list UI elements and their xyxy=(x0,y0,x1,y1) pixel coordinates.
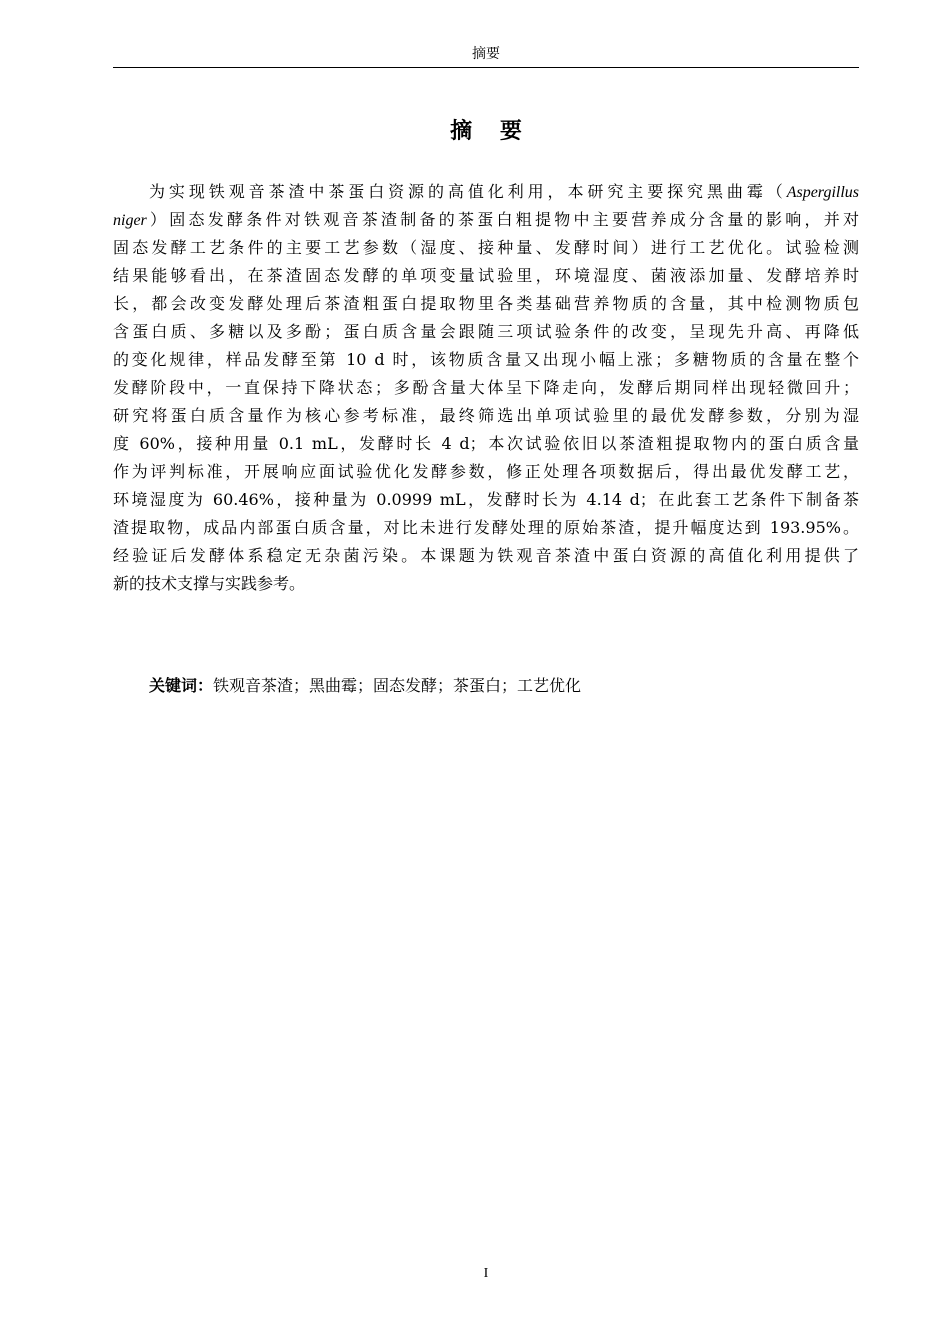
abstract-line: 固态发酵工艺条件的主要工艺参数（湿度、接种量、发酵时间）进行工艺优化。试验检测 xyxy=(113,238,859,257)
running-header: 摘要 xyxy=(472,46,500,62)
abstract-line: 研究将蛋白质含量作为核心参考标准，最终筛选出单项试验里的最优发酵参数，分别为湿 xyxy=(113,406,859,425)
keywords-label: 关键词： xyxy=(149,676,214,695)
abstract-line xyxy=(113,178,859,206)
abstract-line-text: ）固态发酵条件对铁观音茶渣制备的茶蛋白粗提物中主要营养成分含量的影响，并对 xyxy=(146,210,859,229)
abstract-title: 摘 要 xyxy=(450,119,532,144)
abstract-line: 环境湿度为 60.46%，接种量为 0.0999 mL，发酵时长为 4.14 d；在此套工艺条件下制备茶 xyxy=(113,490,859,509)
abstract-line: 度 60%，接种用量 0.1 mL，发酵时长 4 d；本次试验依旧以茶渣粗提取物内的蛋白质含量 xyxy=(113,434,859,453)
abstract-line-text: 为实现铁观音茶渣中茶蛋白资源的高值化利用，本研究主要探究黑曲霉（ xyxy=(149,182,787,201)
header-rule xyxy=(113,67,859,68)
abstract-line: 作为评判标准，开展响应面试验优化发酵参数，修正处理各项数据后，得出最优发酵工艺， xyxy=(113,462,859,481)
keywords xyxy=(149,672,859,700)
abstract-line: 发酵阶段中，一直保持下降状态；多酚含量大体呈下降走向，发酵后期同样出现轻微回升； xyxy=(113,378,859,397)
abstract-body xyxy=(113,178,859,598)
page-number: I xyxy=(483,1266,489,1281)
abstract-line: 含蛋白质、多糖以及多酚；蛋白质含量会跟随三项试验条件的改变，呈现先升高、再降低 xyxy=(113,322,859,341)
abstract-line: 结果能够看出，在茶渣固态发酵的单项变量试验里，环境湿度、菌液添加量、发酵培养时 xyxy=(113,266,859,285)
abstract-line: 渣提取物，成品内部蛋白质含量，对比未进行发酵处理的原始茶渣，提升幅度达到 193.95%。 xyxy=(113,518,859,537)
abstract-line xyxy=(113,206,859,234)
abstract-line: 经验证后发酵体系稳定无杂菌污染。本课题为铁观音茶渣中蛋白资源的高值化利用提供了 xyxy=(113,546,859,565)
abstract-line: 长，都会改变发酵处理后茶渣粗蛋白提取物里各类基础营养物质的含量，其中检测物质包 xyxy=(113,294,859,313)
abstract-line: 新的技术支撑与实践参考。 xyxy=(113,574,306,593)
keywords-text: 铁观音茶渣；黑曲霉；固态发酵；茶蛋白；工艺优化 xyxy=(213,676,582,695)
species-genus: Aspergillus xyxy=(786,184,859,201)
abstract-line: 的变化规律，样品发酵至第 10 d 时，该物质含量又出现小幅上涨；多糖物质的含量在整个 xyxy=(113,350,859,369)
species-epithet: niger xyxy=(113,212,147,229)
